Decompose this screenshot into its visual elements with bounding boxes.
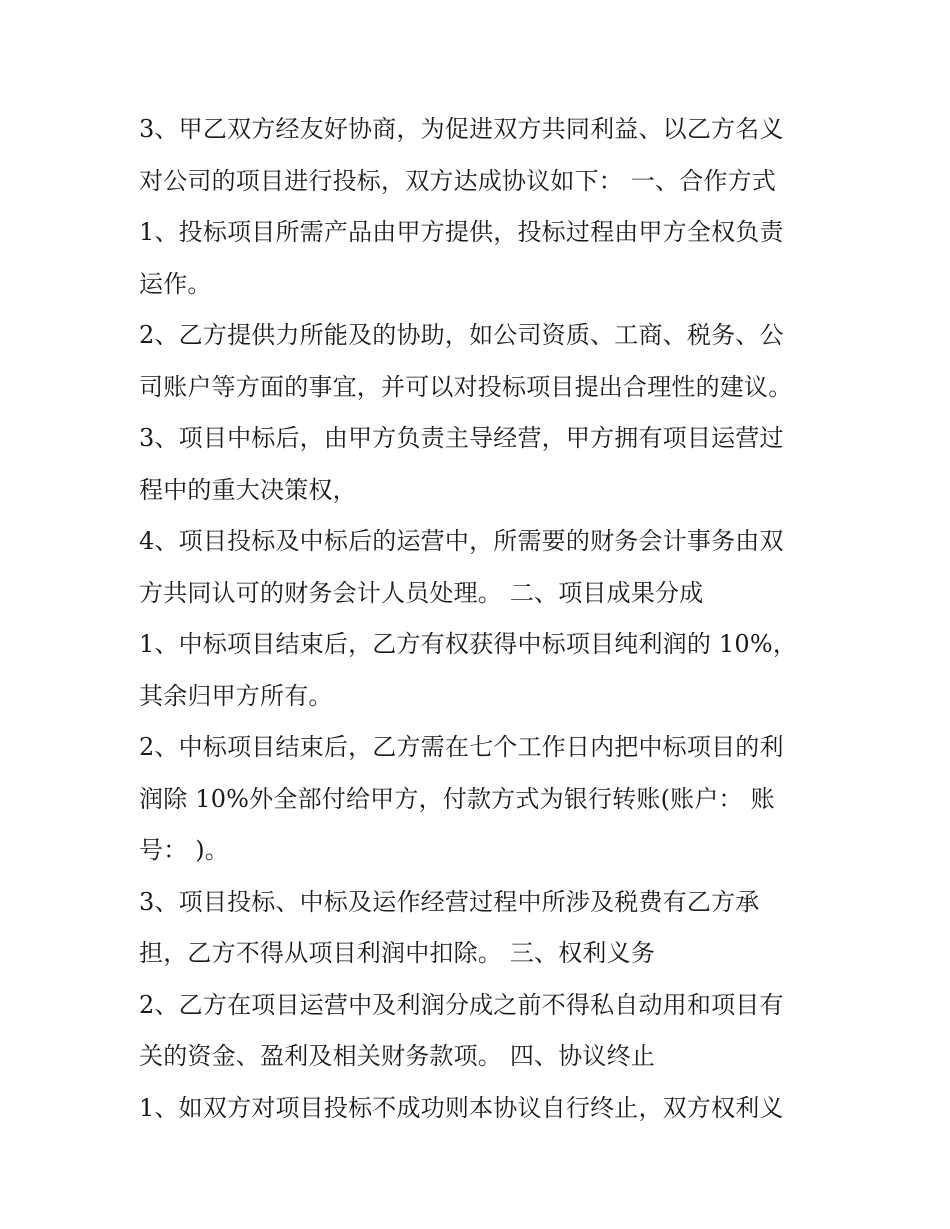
text-line: 2、中标项目结束后，乙方需在七个工作日内把中标项目的利 [139,733,784,761]
text-line: 1、中标项目结束后，乙方有权获得中标项目纯利润的 10%， [139,630,798,658]
text-line: 3、甲乙双方经友好协商，为促进双方共同利益、以乙方名义 [139,115,784,143]
text-line: 1、投标项目所需产品由甲方提供，投标过程由甲方全权负责 [139,218,784,246]
text-line: 其余归甲方所有。 [139,681,333,710]
text-line: 司账户等方面的事宜，并可以对投标项目提出合理性的建议。 [139,372,793,401]
text-line: 1、如双方对项目投标不成功则本协议自行终止，双方权利义 [139,1093,784,1122]
text-line: 4、项目投标及中标后的运营中，所需要的财务会计事务由双 [139,527,784,555]
text-line: 号： )。 [139,836,229,864]
text-line: 3、项目中标后，由甲方负责主导经营，甲方拥有项目运营过 [139,424,784,452]
text-line: 润除 10%外全部付给甲方，付款方式为银行转账(账户： 账 [139,784,775,813]
text-line: 对公司的项目进行投标，双方达成协议如下： 一、合作方式 [139,166,777,195]
text-line: 担，乙方不得从项目利润中扣除。 三、权利义务 [139,939,656,967]
text-line: 2、乙方提供力所能及的协助，如公司资质、工商、税务、公 [139,321,784,349]
document-body [139,104,819,1134]
text-line: 程中的重大决策权， [139,475,357,504]
text-line: 方共同认可的财务会计人员处理。 二、项目成果分成 [139,578,704,607]
text-line: 运作。 [139,269,212,298]
text-line: 3、项目投标、中标及运作经营过程中所涉及税费有乙方承 [139,887,760,916]
text-line: 2、乙方在项目运营中及利润分成之前不得私自动用和项目有 [139,990,784,1019]
text-line: 关的资金、盈利及相关财务款项。 四、协议终止 [139,1042,656,1070]
